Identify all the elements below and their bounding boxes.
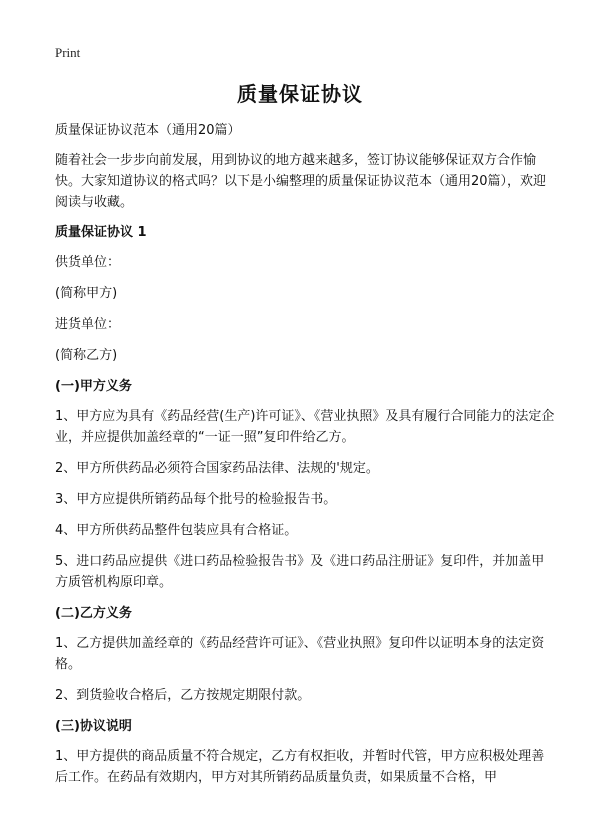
document-body (55, 120, 555, 788)
section-heading-agreement-notes: (三)协议说明 (55, 719, 132, 734)
section-heading-party-a: (一)甲方义务 (55, 379, 132, 394)
print-link[interactable]: Print (55, 45, 81, 60)
party-a-item: 1、甲方应为具有《药品经营(生产)许可证》、《营业执照》及具有履行合同能力的法定企业，并应提供加盖经章的“一证一照”复印件给乙方。 (55, 409, 555, 445)
party-a-item: 2、甲方所供药品必须符合国家药品法律、法规的'规定。 (55, 461, 379, 476)
agreement-heading: 质量保证协议 1 (55, 225, 147, 240)
section-heading-party-b: (二)乙方义务 (55, 606, 132, 621)
party-a-item: 3、甲方应提供所销药品每个批号的检验报告书。 (55, 492, 337, 507)
document-subtitle: 质量保证协议范本（通用20篇） (55, 123, 241, 138)
buyer-short-name: (简称乙方) (55, 348, 118, 363)
party-a-item: 4、甲方所供药品整件包装应具有合格证。 (55, 523, 298, 538)
party-a-item: 5、进口药品应提供《进口药品检验报告书》及《进口药品注册证》复印件，并加盖甲方质管机构原印章。 (55, 554, 545, 590)
buyer-label: 进货单位： (55, 317, 121, 332)
document-title: 质量保证协议 (237, 82, 363, 106)
agreement-note-item: 1、甲方提供的商品质量不符合规定，乙方有权拒收，并暂时代管，甲方应积极处理善后工作。在药品有效期内，甲方对其所销药品质量负责，如果质量不合格，甲 (55, 749, 545, 785)
supplier-short-name: (简称甲方) (55, 286, 118, 301)
intro-paragraph: 随着社会一步步向前发展，用到协议的地方越来越多，签订协议能够保证双方合作愉快。大家知道协议的格式吗？以下是小编整理的质量保证协议范本（通用20篇），欢迎阅读与收藏。 (55, 153, 547, 210)
supplier-label: 供货单位： (55, 255, 121, 270)
party-b-item: 2、到货验收合格后，乙方按规定期限付款。 (55, 688, 311, 703)
party-b-item: 1、乙方提供加盖经章的《药品经营许可证》、《营业执照》复印件以证明本身的法定资格。 (55, 636, 545, 672)
